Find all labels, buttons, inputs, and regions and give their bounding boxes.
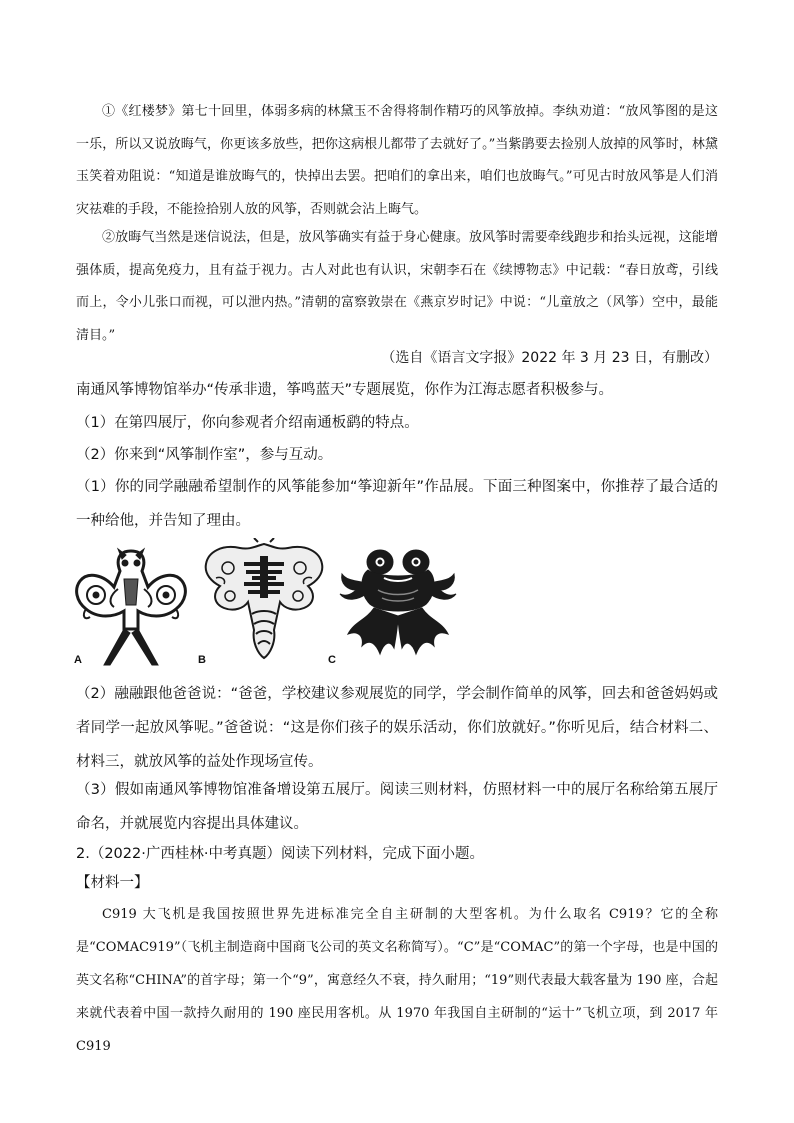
question-intro: 南通风筝博物馆举办“传承非遗，筝鸣蓝天”专题展览，你作为江海志愿者积极参与。: [76, 382, 614, 398]
goldfish-kite-icon: [338, 544, 458, 662]
material3-paragraph-1: ①《红楼梦》第七十回里，体弱多病的林黛玉不舍得将制作精巧的风筝放掉。李纨劝道：“放风筝图的是这一乐，所以又说放晦气，你更该多放些，把你这病根儿都带了去就好了。”当紫鹃要去捡别人放掉的风筝时，林黛玉笑着劝阻说：“知道是谁放晦气的，快掉出去罢。把咱们的拿出来，咱们也放晦气。”可见古时放风筝是人们消灾祛难的手段，不能捡拾别人放的风筝，否则就会沾上晦气。: [76, 104, 718, 217]
question-2-sub-2: （2）融融跟他爸爸说：“爸爸，学校建议参观展览的同学，学会制作简单的风筝，回去和爸爸妈妈或者同学一起放风筝呢。”爸爸说：“这是你们孩子的娱乐活动，你们放就好。”你听见后，结合材料二、材料三，就放风筝的益处作现场宣传。: [76, 686, 718, 770]
material1-paragraph-1: C919 大飞机是我国按照世界先进标准完全自主研制的大型客机。为什么取名 C919？它的全称是“COMAC919”（飞机主制造商中国商飞公司的英文名称简写）。“C”是“COMAC”的第一个字母，也是中国的英文名称“CHINA”的首字母；第一个“9”，寓意经久不衰，持久耐用；“19”则代表最大载客量为 190 座，合起来就代表着中国一款持久耐用的 190 座民用客机。从 1970 年我国自主研制的“运十”飞机立项，到 2017 年 C919: [76, 907, 718, 1054]
kite-label-b: B: [198, 654, 206, 666]
shou-butterfly-kite-icon: [200, 538, 328, 662]
question-2: （2）你来到“风筝制作室”，参与互动。: [76, 447, 333, 463]
question-1: （1）在第四展厅，你向参观者介绍南通板鹞的特点。: [76, 415, 419, 431]
next-question-title: 2.（2022·广西桂林·中考真题）阅读下列材料，完成下面小题。: [76, 846, 484, 862]
kite-label-c: C: [328, 654, 336, 666]
source-note: （选自《语言文字报》2022 年 3 月 23 日，有删改）: [381, 350, 718, 366]
question-3: （3）假如南通风筝博物馆准备增设第五展厅。阅读三则材料，仿照材料一中的展厅名称给第五展厅命名，并就展览内容提出具体建议。: [76, 782, 718, 832]
material3-paragraph-2: ②放晦气当然是迷信说法，但是，放风筝确实有益于身心健康。放风筝时需要牵线跑步和抬头远视，这能增强体质，提高免疫力，且有益于视力。古人对此也有认识，宋朝李石在《续博物志》中记载：“春日放鸢，引线而上，令小儿张口而视，可以泄内热。”清朝的富察敦崇在《燕京岁时记》中说：“儿童放之（风筝）空中，最能清目。”: [76, 230, 718, 343]
kite-label-a: A: [74, 654, 82, 666]
material1-label: 【材料一】: [76, 875, 149, 891]
question-2-sub-1: （1）你的同学融融希望制作的风筝能参加“筝迎新年”作品展。下面三种图案中，你推荐了最合适的一种给他，并告知了理由。: [76, 479, 718, 529]
swallow-kite-icon: [74, 545, 189, 667]
